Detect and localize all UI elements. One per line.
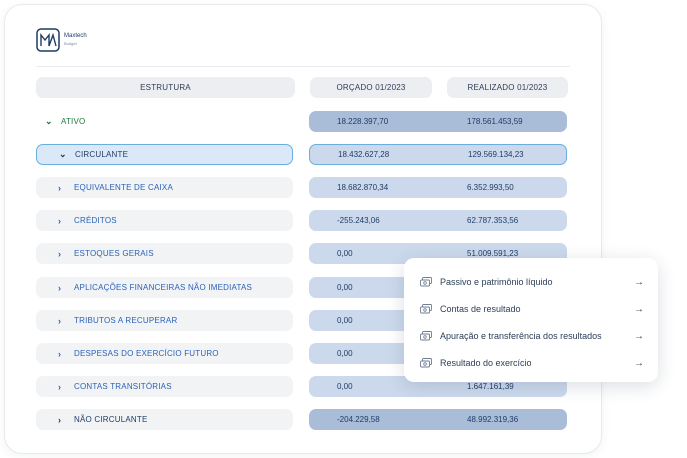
column-header-realizado[interactable]: REALIZADO 01/2023	[447, 77, 568, 98]
chevron-right-icon[interactable]: ›	[58, 215, 62, 226]
orcado-value: 0,00	[337, 283, 353, 292]
brand-sub: Budget	[64, 41, 77, 46]
orcado-value: 0,00	[337, 349, 353, 358]
row-label: CRÉDITOS	[74, 216, 117, 225]
chevron-down-icon[interactable]: ⌄	[45, 116, 53, 126]
popup-item-label: Apuração e transferência dos resultados	[440, 331, 602, 341]
row-label: ATIVO	[61, 117, 86, 126]
chevron-right-icon[interactable]: ›	[58, 381, 62, 392]
row-label: ESTOQUES GERAIS	[74, 249, 154, 258]
row-label: APLICAÇÕES FINANCEIRAS NÃO IMEDIATAS	[74, 283, 253, 292]
tree-row-tributos-a-recuperar[interactable]	[36, 310, 293, 331]
orcado-value: 0,00	[337, 249, 353, 258]
chevron-right-icon[interactable]: ›	[58, 414, 62, 425]
orcado-value: 18.228.397,70	[337, 117, 389, 126]
arrow-right-icon: →	[634, 357, 644, 369]
orcado-value: 18.432.627,28	[338, 150, 390, 159]
orcado-value: 18.682.870,34	[337, 183, 389, 192]
realizado-value: 178.561.453,59	[467, 117, 523, 126]
tree-row-creditos[interactable]	[36, 210, 293, 231]
chevron-right-icon[interactable]: ›	[58, 282, 62, 293]
row-label: NÃO CIRCULANTE	[74, 415, 148, 424]
navigation-popup	[404, 258, 658, 382]
orcado-value: 0,00	[337, 382, 353, 391]
popup-item-label: Contas de resultado	[440, 304, 521, 314]
arrow-right-icon: →	[634, 330, 644, 342]
chevron-right-icon[interactable]: ›	[58, 248, 62, 259]
tree-row-despesas-exercicio-futuro[interactable]	[36, 343, 293, 364]
money-icon	[420, 358, 432, 368]
arrow-right-icon: →	[634, 276, 644, 288]
arrow-right-icon: →	[634, 303, 644, 315]
row-label: DESPESAS DO EXERCÍCIO FUTURO	[74, 349, 219, 358]
chevron-right-icon[interactable]: ›	[58, 348, 62, 359]
brand-logo	[36, 28, 87, 52]
realizado-value: 48.992.319,36	[467, 415, 519, 424]
row-label: CONTAS TRANSITÓRIAS	[74, 382, 172, 391]
realizado-value: 6.352.993,50	[467, 183, 514, 192]
realizado-value: 1.647.161,39	[467, 382, 514, 391]
logo-mark-icon	[36, 28, 60, 52]
column-header-estrutura[interactable]: ESTRUTURA	[36, 77, 295, 98]
chevron-right-icon[interactable]: ›	[58, 182, 62, 193]
tree-row-equivalente-de-caixa[interactable]	[36, 177, 293, 198]
popup-item-contas-resultado[interactable]	[420, 300, 644, 318]
values-row-creditos	[309, 210, 567, 231]
popup-item-label: Passivo e patrimônio líquido	[440, 277, 553, 287]
tree-row-aplicacoes-financeiras[interactable]	[36, 277, 293, 298]
orcado-value: -204.229,58	[337, 415, 380, 424]
row-label: CIRCULANTE	[75, 150, 129, 159]
values-row-circulante	[309, 144, 567, 165]
realizado-value: 51.009.591,23	[467, 249, 519, 258]
popup-item-passivo[interactable]	[420, 273, 644, 291]
row-label: EQUIVALENTE DE CAIXA	[74, 183, 173, 192]
column-header-orcado[interactable]: ORÇADO 01/2023	[310, 77, 432, 98]
popup-item-resultado-exercicio[interactable]	[420, 354, 644, 372]
popup-item-apuracao[interactable]	[420, 327, 644, 345]
money-icon	[420, 304, 432, 314]
chevron-right-icon[interactable]: ›	[58, 315, 62, 326]
orcado-value: 0,00	[337, 316, 353, 325]
values-row-equivalente-de-caixa	[309, 177, 567, 198]
brand-name: Maxtech	[64, 33, 87, 39]
values-row-ativo	[309, 111, 567, 132]
header-divider	[36, 66, 570, 67]
tree-row-contas-transitorias[interactable]	[36, 376, 293, 397]
orcado-value: -255.243,06	[337, 216, 380, 225]
tree-row-estoques-gerais[interactable]	[36, 243, 293, 264]
tree-row-nao-circulante[interactable]	[36, 409, 293, 430]
chevron-down-icon[interactable]: ⌄	[59, 149, 67, 159]
realizado-value: 62.787.353,56	[467, 216, 519, 225]
values-row-nao-circulante	[309, 409, 567, 430]
row-label: TRIBUTOS A RECUPERAR	[74, 316, 178, 325]
tree-row-ativo[interactable]	[36, 111, 293, 132]
money-icon	[420, 277, 432, 287]
realizado-value: 129.569.134,23	[468, 150, 524, 159]
money-icon	[420, 331, 432, 341]
tree-row-circulante[interactable]	[36, 144, 293, 165]
popup-item-label: Resultado do exercício	[440, 358, 532, 368]
